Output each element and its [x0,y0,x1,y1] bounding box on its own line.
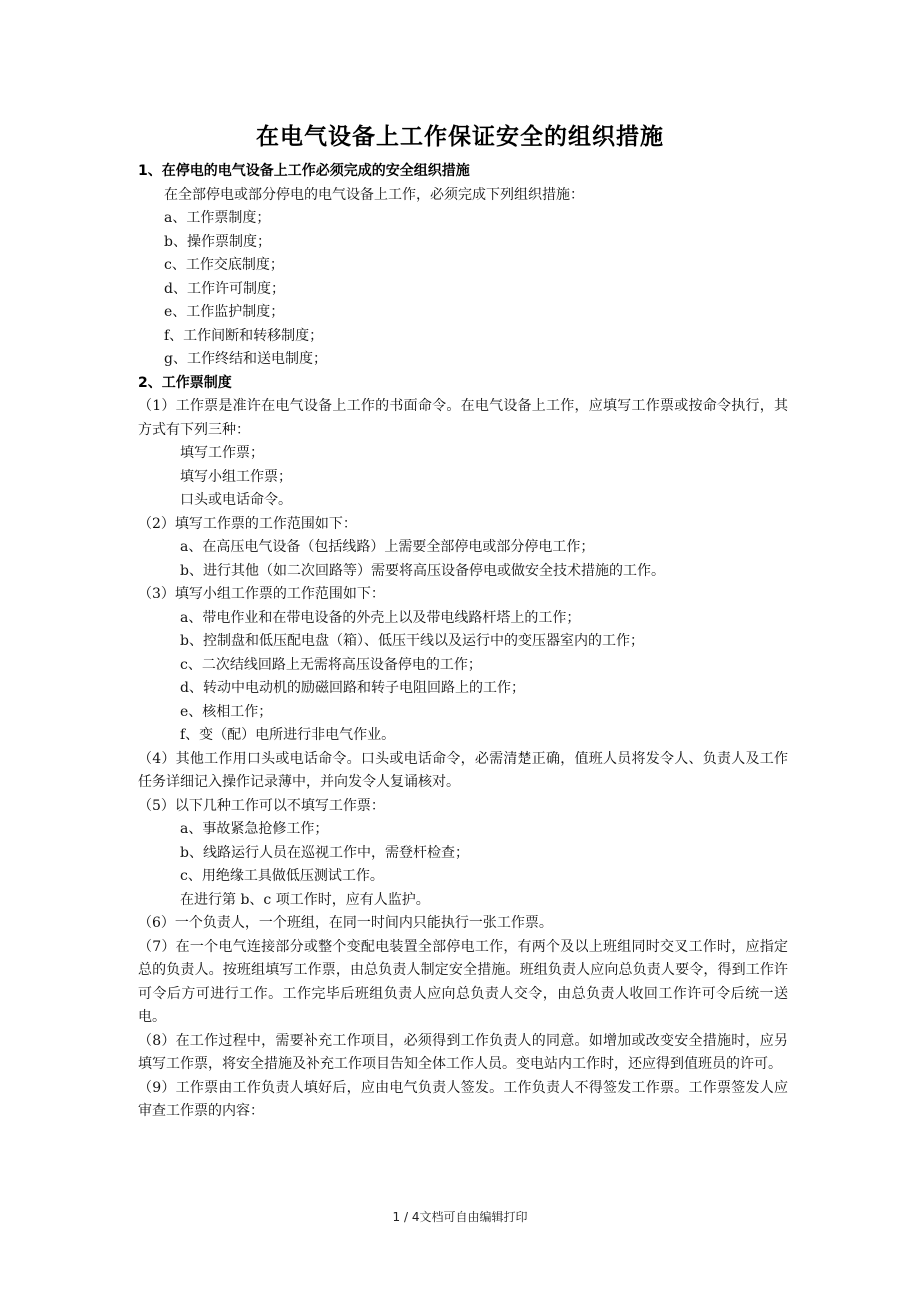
list-item: b、进行其他（如二次回路等）需要将高压设备停电或做安全技术措施的工作。 [180,562,665,579]
list-item: d、转动中电动机的励磁回路和转子电阻回路上的工作； [180,680,525,696]
list-item: 填写工作票； [180,445,264,461]
list-item: c、二次结线回路上无需将高压设备停电的工作； [180,656,482,673]
page-footer: 1 / 4文档可自由编辑打印 [392,1210,528,1224]
section-1-intro: 在全部停电或部分停电的电气设备上工作，必须完成下列组织措施： [164,186,584,203]
list-item: b、线路运行人员在巡视工作中，需登杆检查； [180,844,469,861]
list-item: e、工作监护制度； [164,304,285,320]
list-item: g、工作终结和送电制度； [164,351,327,367]
paragraph-9: （9）工作票由工作负责人填好后，应由电气负责人签发。工作负责人不得签发工作票。工作票签发人应审查工作票的内容： [138,1079,788,1119]
list-item: 填写小组工作票； [180,468,292,485]
list-item: a、带电作业和在带电设备的外壳上以及带电线路杆塔上的工作； [180,609,581,626]
list-item: f、变（配）电所进行非电气作业。 [180,727,396,743]
list-item: b、控制盘和低压配电盘（箱）、低压干线以及运行中的变压器室内的工作； [180,633,644,649]
paragraph-5: （5）以下几种工作可以不填写工作票： [138,797,385,814]
list-item: a、工作票制度； [164,210,271,226]
list-item: f、工作间断和转移制度； [164,327,324,344]
list-item: 口头或电话命令。 [180,492,292,508]
page-title: 在电气设备上工作保证安全的组织措施 [256,124,664,150]
paragraph-8: （8）在工作过程中，需要补充工作项目，必须得到工作负责人的同意。如增加或改变安全措施时，应另填写工作票，将安全措施及补充工作项目告知全体工作人员。变电站内工作时，还应得到值班员的许可。 [138,1032,788,1072]
list-item: e、核相工作； [180,703,273,720]
paragraph-6: （6）一个负责人，一个班组，在同一时间内只能执行一张工作票。 [138,915,553,931]
list-item: c、工作交底制度； [164,257,284,273]
list-item: c、用绝缘工具做低压测试工作。 [180,868,384,884]
paragraph-1: （1）工作票是准许在电气设备上工作的书面命令。在电气设备上工作，应填写工作票或按命令执行，其方式有下列三种： [138,398,788,438]
list-item: d、工作许可制度； [164,280,285,297]
section-1-heading: 1、在停电的电气设备上工作必须完成的安全组织措施 [138,163,470,179]
list-item: a、事故紧急抢修工作； [180,821,329,837]
paragraph-3: （3）填写小组工作票的工作范围如下： [138,586,385,602]
section-2-heading: 2、工作票制度 [138,374,232,391]
paragraph-2: （2）填写工作票的工作范围如下： [138,515,357,532]
list-item: a、在高压电气设备（包括线路）上需要全部停电或部分停电工作； [180,539,595,555]
list-item: b、操作票制度； [164,233,271,250]
paragraph-7: （7）在一个电气连接部分或整个变配电装置全部停电工作，有两个及以上班组同时交叉工作时，应指定总的负责人。按班组填写工作票，由总负责人制定安全措施。班组负责人应向总负责人要令，得到工作许可令后方可进行工作。工作完毕后班组负责人应向总负责人交令，由总负责人收回工作许可令后统一送电。 [138,938,788,1025]
list-item: 在进行第 b、c 项工作时，应有人监护。 [180,891,430,908]
document-body [138,160,788,1124]
paragraph-4: （4）其他工作用口头或电话命令。口头或电话命令，必需清楚正确，值班人员将发令人、负责人及工作任务详细记入操作记录薄中，并向发令人复诵核对。 [138,750,788,790]
